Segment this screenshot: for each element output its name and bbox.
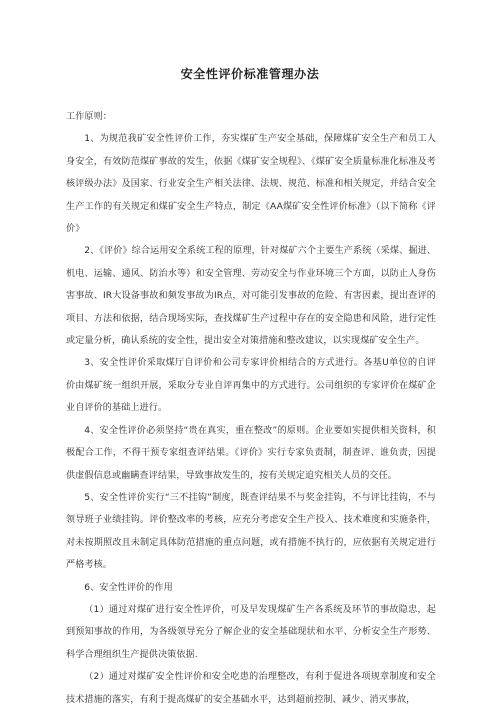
section-heading: 工作原则： <box>66 112 112 122</box>
paragraph-3: 3、安全性评价采取煤厅自评价和公司专家评价相结合的方式进行。各基U单位的自评价由煤矿统一组织开展，采取分专业自评再集中的方式进行。公司组织的专家评价在煤矿企业自评价的基础上进行。 <box>66 358 436 414</box>
paragraph-6-2: （2）通过对煤矿安全性评价和安全吃患的治理整改，有利于促进各项规章制度和安全技术措施的落实，有利于提高煤矿的安全基础水平，达到超前控制、减少、消灭事故， <box>66 672 436 705</box>
paragraph-1: 1、为规范我矿安全性评价工作，夯实煤矿生产安全基础，保障煤矿安全生产和员工人身安全，有效防范煤矿事故的发生，依据《煤矿安全规程》、《煤矿安全质量标准化标准及考核评级办法》及国家、行业安全生产相关法律、法规、规范、标准和相关规定，并结合安全生产工作的有关规定和煤矿安全生产特点，制定《AA煤矿安全性评价标准》（以下简称《评价》 <box>66 134 436 235</box>
paragraph-4: 4、安全性评价必须坚持“贵在真实，重在整改”的原则。企业要如实提供相关资料，积极配合工作，不得干预专家组查评结果。《评价》实行专家负责制，制查评、谁负责，因提供虚假信息或幽瞒查评结果，导致事故发生的，按有关规定追究相关人员的交任。 <box>66 425 436 481</box>
document-body <box>66 106 436 711</box>
paragraph-6-heading: 6、安全性评价的作用 <box>84 582 173 593</box>
paragraph-5: 5、安全性评价实行“三不挂钩”制度，既查评结果不与奖金挂钩，不与评比挂钩，不与领导班子业绩挂钩。评价整改率的考核，应充分考虑安全生产投入、技术难度和实施条件，对未按期照改且未制定具体防范措施的重点问题，或有措施不执行的，应依据有关规定进行严格考核。 <box>66 492 436 571</box>
paragraph-2: 2、《评价》综合运用安全系统工程的原理，针对煤矿六个主要生产系统（采煤、掘进、机电、运输、通风、防治水等）和安全管理、劳动安全与作业环境三个方面，以防止人身伤害事故、IR大设备事故和频发事故为IR点，对可能引发事故的危险、有害因素，提出查评的项目、方法和依据，结合现场实际，查找煤矿生产过程中存在的安全隐患和风险，进行定性或定量分析，确认系统的安全性，提出安全对策措施和整改建议，以实现煤矿安全生产。 <box>66 246 436 347</box>
document-title: 安全性评价标准管理办法 <box>180 67 320 81</box>
paragraph-6-1: （1）通过对煤矿进行安全性评价，可及早发现煤矿生产各系统及环节的事故隐忠，起到预知事故的作用，为各级领导充分了解企业的安全基础现状和水平、分析安全生产形势、科学合理组织生产提供决策依据. <box>66 604 436 660</box>
